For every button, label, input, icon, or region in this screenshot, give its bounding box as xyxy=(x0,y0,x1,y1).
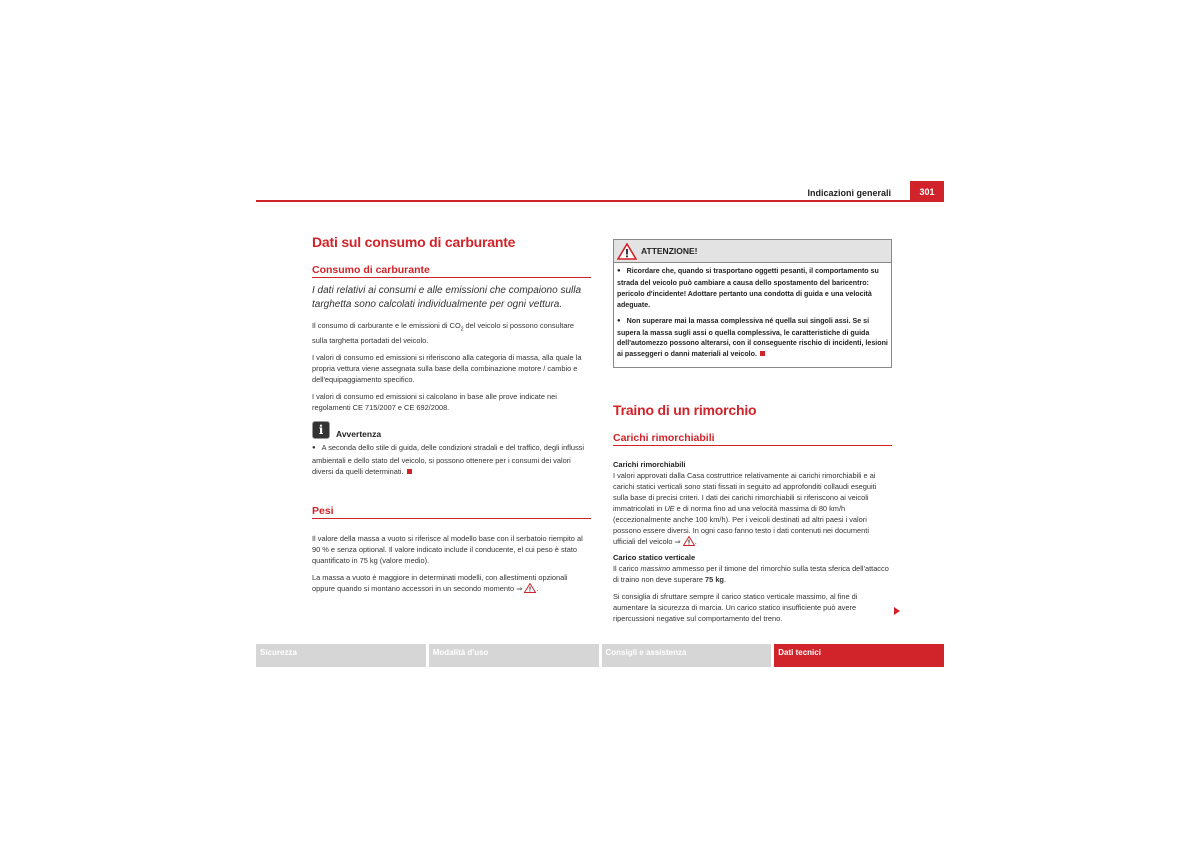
consumo-paragraph-1: Il consumo di carburante e le emissioni di $CO_2$ del veicolo si possono consultare sulla targhetta portadati del veicolo. xyxy=(312,321,574,346)
tab-dati-tecnici[interactable]: Dati tecnici xyxy=(774,644,944,667)
carichi-paragraph: I valori approvati dalla Casa costruttrice relativamente ai carichi rimorchiabili e ai carichi statici verticali sono stati fissati in seguito ad approfonditi collaudi eseguiti sulla base di precisi criteri. I dati dei carichi rimorchiabili si riferiscono ai veicoli immatricolati in UE e di norma fino ad una velocità massima di 80 km/h (eccezionalmente anche 100 km/h). Per i veicoli destinati ad altri paesi i valori possono essere diversi. In ogni caso fanno testo i dati contenuti nei documenti ufficiali del veicolo ⇒ . xyxy=(613,471,877,547)
carichi-heading: Carichi rimorchiabili xyxy=(613,432,892,446)
warning-triangle-icon xyxy=(683,536,695,546)
tab-modalita-uso[interactable]: Modalità d'uso xyxy=(429,644,599,667)
consumo-paragraph-2: I valori di consumo ed emissioni si riferiscono alla categoria di massa, alla quale la propria vettura viene assegnata sulla base della combinazione motore / cambio e dell'equipaggiamento specifico. xyxy=(312,353,582,385)
note-text: ● A seconda dello stile di guida, delle condizioni stradali e del traffico, degli influssi ambientali e dello stato del veicolo, si possono ottenere per i consumi dei valori diversi da quelli determinati. xyxy=(312,442,591,477)
carico-statico-subheading: Carico statico verticale xyxy=(613,553,696,563)
info-icon: i xyxy=(312,421,330,439)
warning-box-header xyxy=(614,240,891,263)
end-of-section-mark xyxy=(407,469,412,474)
warning-box xyxy=(613,239,892,368)
section-title: Indicazioni generali xyxy=(807,188,891,198)
note-header xyxy=(312,421,591,439)
warning-title: ATTENZIONE! xyxy=(641,246,698,256)
tab-sicurezza[interactable]: Sicurezza xyxy=(256,644,426,667)
warning-item-2: ● Non superare mai la massa complessiva né quella sui singoli assi. Se si supera la massa sugli assi o quella complessiva, le caratteristiche di guida dell'automezzo possono alterarsi, con il conseguente rischio di incidenti, lesioni ai passeggeri o danni materiali al veicolo. xyxy=(617,316,888,361)
warning-triangle-icon xyxy=(617,243,637,260)
note-title: Avvertenza xyxy=(336,429,382,440)
pesi-heading: Pesi xyxy=(312,505,591,519)
warning-triangle-icon xyxy=(524,583,536,593)
carichi-subheading: Carichi rimorchiabili xyxy=(613,460,686,470)
carico-consiglio-paragraph: Si consiglia di sfruttare sempre il carico statico verticale massimo, al fine di aumentare la sicurezza di marcia. Un carico statico insufficiente può avere ripercussioni negative sul comportamento del treno. xyxy=(613,592,858,624)
chapter-tabs xyxy=(256,644,944,667)
header-rule xyxy=(256,200,944,202)
pesi-paragraph-1: Il valore della massa a vuoto si riferisce al modello base con il serbatoio riempito al 90 % e senza optional. Il valore indicato include il conducente, el cui peso è stato quantificato in 75 kg (valore medio). xyxy=(312,534,583,566)
consumo-lead: I dati relativi ai consumi e alle emissioni che compaiono sulla targhetta sono calcolati individualmente per ogni vettura. xyxy=(312,285,582,310)
consumo-paragraph-3: I valori di consumo ed emissioni si calcolano in base alle prove indicate nei regolamenti CE 715/2007 e CE 692/2008. xyxy=(312,392,557,413)
right-column xyxy=(613,239,892,630)
tab-consigli-assistenza[interactable]: Consigli e assistenza xyxy=(602,644,772,667)
left-column xyxy=(312,234,591,600)
pesi-paragraph-2: La massa a vuoto è maggiore in determinati modelli, con allestimenti opzionali oppure quando si montano accessori in un secondo momento ⇒ . xyxy=(312,573,568,594)
fuel-consumption-title: Dati sul consumo di carburante xyxy=(312,234,516,250)
consumo-heading: Consumo di carburante xyxy=(312,264,591,278)
warning-item-1: ● Ricordare che, quando si trasportano oggetti pesanti, il comportamento su strada del veicolo può cambiare a causa dello spostamento del baricentro: pericolo d'incidente! Adottare pertanto una condotta di guida e una velocità adeguate. xyxy=(617,266,888,311)
towing-title: Traino di un rimorchio xyxy=(613,402,757,419)
page-number: 301 xyxy=(910,181,944,202)
continue-arrow-icon xyxy=(894,607,900,615)
carico-statico-paragraph: Il carico massimo ammesso per il timone del rimorchio sulla testa sferica dell'attacco di traino non deve superare 75 kg. xyxy=(613,564,889,585)
end-of-section-mark xyxy=(760,351,765,356)
